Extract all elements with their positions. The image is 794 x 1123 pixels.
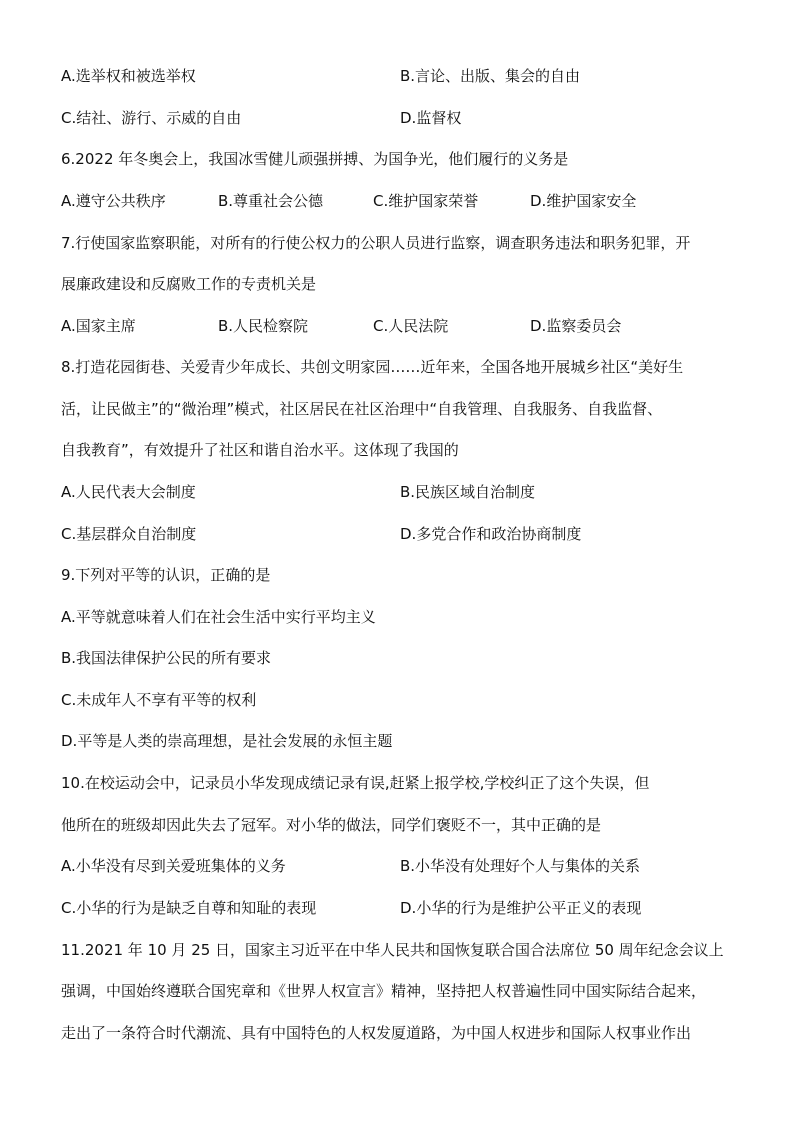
q9-option-c: C.未成年人不享有平等的权利 — [61, 691, 257, 709]
q8-option-b: B.民族区域自治制度 — [400, 483, 536, 501]
q10-option-a: A.小华没有尽到关爱班集体的义务 — [61, 857, 286, 875]
q5-option-a: A.选举权和被选举权 — [61, 67, 196, 85]
q8-option-c: C.基层群众自治制度 — [61, 525, 197, 543]
q8-stem-line3: 自我教育”，有效提升了社区和谐自治水平。这体现了我国的 — [61, 441, 459, 459]
q8-option-d: D.多党合作和政治协商制度 — [400, 525, 582, 543]
q7-stem-line2: 展廉政建设和反腐败工作的专责机关是 — [61, 275, 317, 293]
q11-stem-line2: 强调，中国始终遵联合国宪章和《世界人权宣言》精神，坚持把人权普遍性同中国实际结合起来， — [61, 982, 707, 1000]
q6-option-b: B.尊重社会公德 — [218, 192, 324, 210]
q6-stem: 6.2022 年冬奥会上，我国冰雪健儿顽强拼搏、为国争光，他们履行的义务是 — [61, 150, 569, 168]
q10-option-d: D.小华的行为是维护公平正义的表现 — [400, 899, 642, 917]
q6-option-a: A.遵守公共秩序 — [61, 192, 166, 210]
q9-option-a: A.平等就意味着人们在社会生活中实行平均主义 — [61, 608, 376, 626]
q7-option-d: D.监察委员会 — [530, 317, 622, 335]
q8-stem-line1: 8.打造花园街巷、关爱青少年成长、共创文明家园……近年来，全国各地开展城乡社区“美好生 — [61, 358, 684, 376]
q7-option-b: B.人民检察院 — [218, 317, 309, 335]
q7-stem-line1: 7.行使国家监察职能，对所有的行使公权力的公职人员进行监察，调查职务违法和职务犯罪，开 — [61, 234, 691, 252]
q5-option-c: C.结社、游行、示威的自由 — [61, 109, 242, 127]
q10-option-b: B.小华没有处理好个人与集体的关系 — [400, 857, 641, 875]
q11-stem-line3: 走出了一条符合时代潮流、具有中国特色的人权发厦道路，为中国人权进步和国际人权事业作出 — [61, 1024, 692, 1042]
q10-option-c: C.小华的行为是缺乏自尊和知耻的表现 — [61, 899, 317, 917]
q8-stem-line2: 活，让民做主”的“微治理”模式，社区居民在社区治理中“自我管理、自我服务、自我监督、 — [61, 400, 663, 418]
q10-stem-line2: 他所在的班级却因此失去了冠军。对小华的做法，同学们褒贬不一，其中正确的是 — [61, 816, 602, 834]
q5-option-d: D.监督权 — [400, 109, 462, 127]
q9-stem: 9.下列对平等的认识，正确的是 — [61, 566, 271, 584]
q5-option-b: B.言论、出版、集会的自由 — [400, 67, 581, 85]
q6-option-c: C.维护国家荣誉 — [373, 192, 479, 210]
q9-option-d: D.平等是人类的崇高理想，是社会发展的永恒主题 — [61, 732, 393, 750]
q7-option-c: C.人民法院 — [373, 317, 449, 335]
q8-option-a: A.人民代表大会制度 — [61, 483, 196, 501]
q6-option-d: D.维护国家安全 — [530, 192, 637, 210]
q10-stem-line1: 10.在校运动会中，记录员小华发现成绩记录有误,赶紧上报学校,学校纠正了这个失误，但 — [61, 774, 650, 792]
q7-option-a: A.国家主席 — [61, 317, 136, 335]
q11-stem-line1: 11.2021 年 10 月 25 日，国家主习近平在中华人民共和国恢复联合国合法席位 50 周年纪念会议上 — [61, 941, 724, 959]
q9-option-b: B.我国法律保护公民的所有要求 — [61, 649, 272, 667]
